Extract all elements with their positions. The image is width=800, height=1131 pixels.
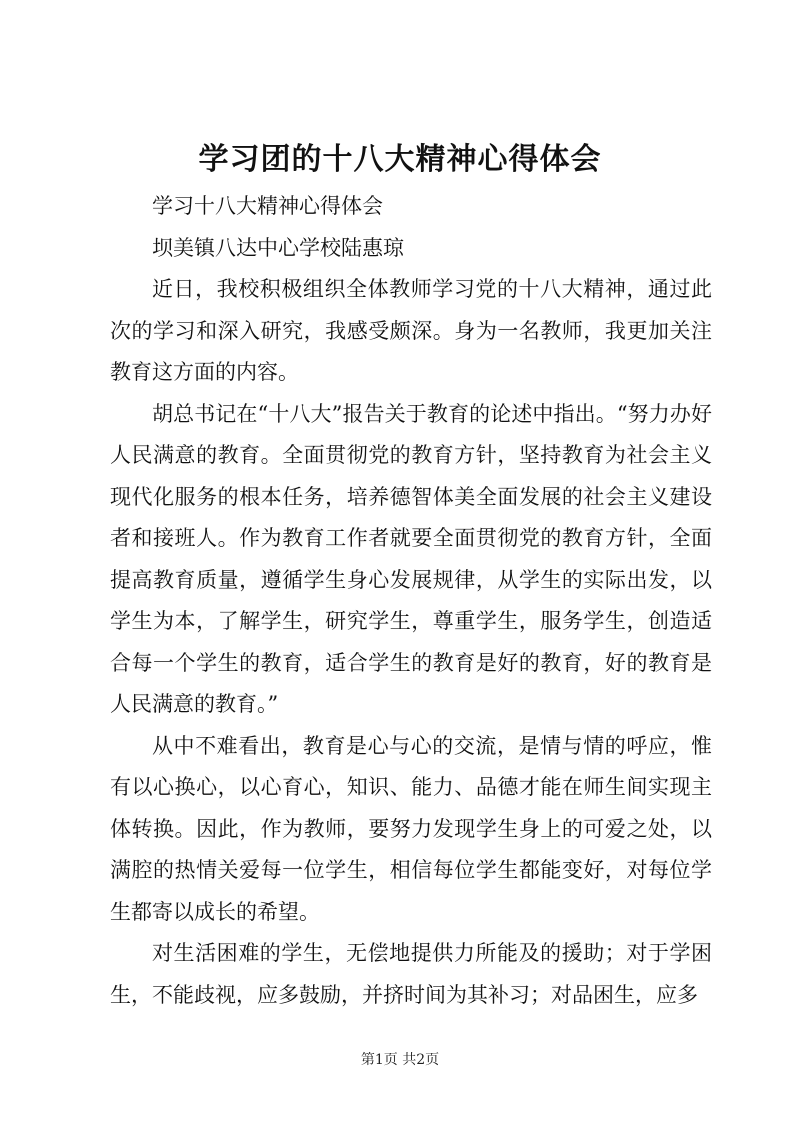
body-paragraph: 从中不难看出，教育是心与心的交流，是情与情的呼应，惟有以心换心，以心育心，知识、能力、品德才能在师生间实现主体转换。因此，作为教师，要努力发现学生身上的可爱之处，以满腔的热情关爱每一位学生，相信每位学生都能变好，对每位学生都寄以成长的希望。 [110, 733, 712, 924]
subtitle-paragraph: 学习十八大精神心得体会 [152, 194, 383, 218]
body-paragraph: 对生活困难的学生，无偿地提供力所能及的援助；对于学困生，不能歧视，应多鼓励，并挤时间为其补习；对品困生，应多 [110, 941, 712, 1007]
body-paragraph: 胡总书记在“十八大”报告关于教育的论述中指出。“努力办好人民满意的教育。全面贯彻党的教育方针，坚持教育为社会主义现代化服务的根本任务，培养德智体美全面发展的社会主义建设者和接班人。作为教育工作者就要全面贯彻党的教育方针，全面提高教育质量，遵循学生身心发展规律，从学生的实际出发，以学生为本，了解学生，研究学生，尊重学生，服务学生，创造适合每一个学生的教育，适合学生的教育是好的教育，好的教育是人民满意的教育。” [110, 401, 712, 716]
body-paragraph: 近日，我校积极组织全体教师学习党的十八大精神，通过此次的学习和深入研究，我感受颇深。身为一名教师，我更加关注教育这方面的内容。 [110, 277, 712, 384]
document-title: 学习团的十八大精神心得体会 [198, 142, 602, 177]
document-body [110, 186, 712, 1016]
page-footer: 第1页 共2页 [360, 1052, 440, 1068]
author-paragraph: 坝美镇八达中心学校陆惠琼 [152, 235, 404, 260]
